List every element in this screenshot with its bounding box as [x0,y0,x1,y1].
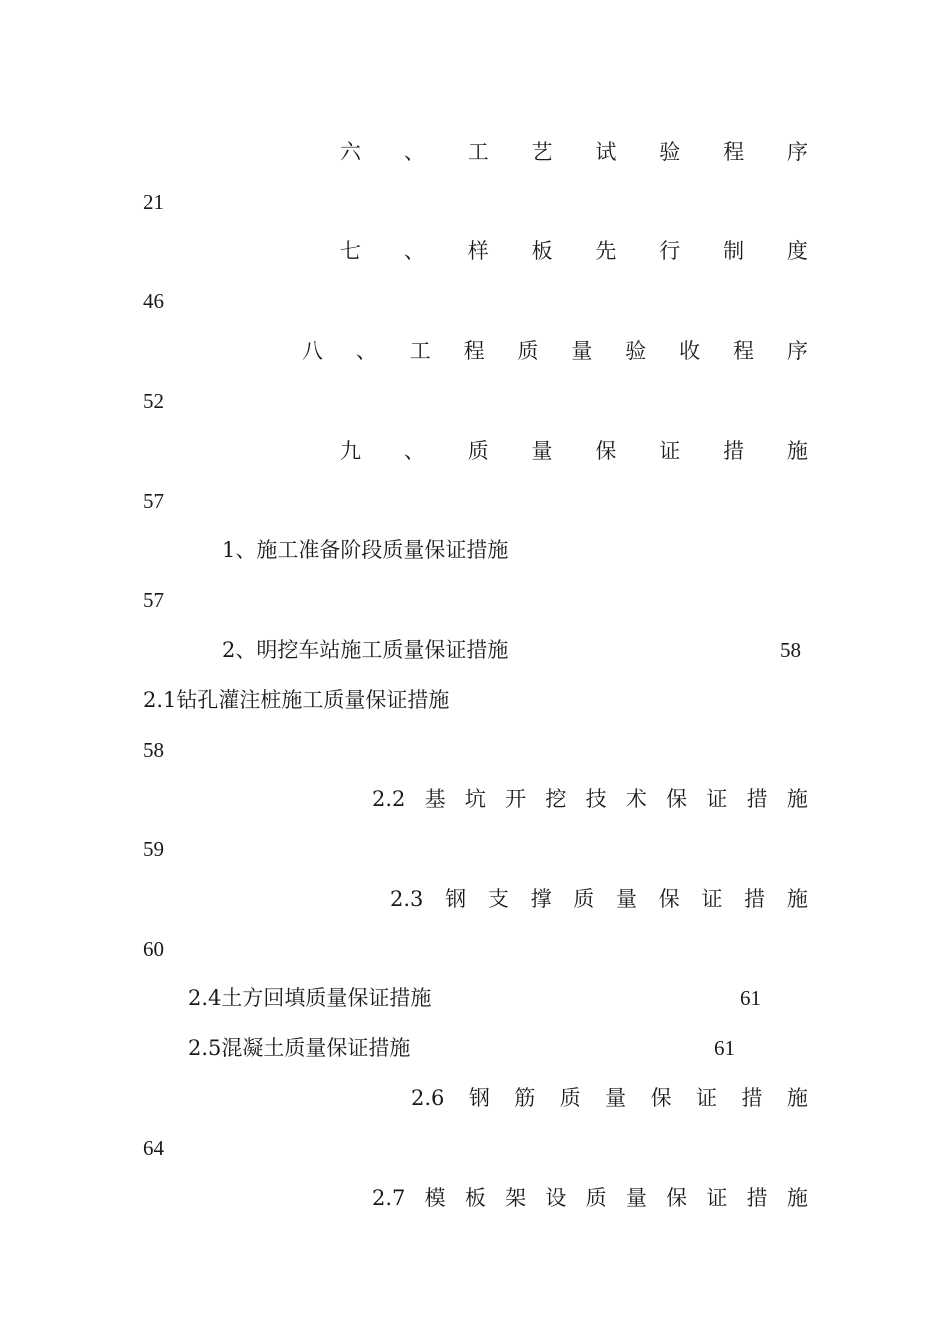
toc-entry-9-title: 九 、 质 量 保 证 措 施 [340,439,808,463]
toc-entry-9-1-page: 57 [143,588,164,612]
toc-entry-9-1-title: 1、施工准备阶段质量保证措施 [222,538,509,562]
toc-entry-2-2-page: 59 [143,837,164,861]
toc-entry-6-page: 21 [143,190,164,214]
toc-entry-2-5-title: 2.5混凝土质量保证措施 [188,1036,411,1060]
toc-entry-2-6-title: 2.6 钢 筋 质 量 保 证 措 施 [411,1086,808,1110]
toc-entry-8-page: 52 [143,389,164,413]
toc-entry-2-3-page: 60 [143,937,164,961]
toc-entry-6-title: 六 、 工 艺 试 验 程 序 [340,140,808,164]
toc-entry-9-2-page: 58 [780,638,801,662]
toc-entry-9-2-title: 2、明挖车站施工质量保证措施 [222,638,509,662]
toc-entry-2-4-page: 61 [740,986,761,1010]
toc-entry-2-1-page: 58 [143,738,164,762]
toc-entry-9-page: 57 [143,489,164,513]
toc-entry-2-3-title: 2.3 钢 支 撑 质 量 保 证 措 施 [390,887,808,911]
toc-entry-2-5-page: 61 [714,1036,735,1060]
toc-entry-2-7-title: 2.7 模 板 架 设 质 量 保 证 措 施 [372,1186,808,1210]
toc-entry-2-2-title: 2.2 基 坑 开 挖 技 术 保 证 措 施 [372,787,808,811]
toc-entry-7-title: 七 、 样 板 先 行 制 度 [340,239,808,263]
toc-entry-2-4-title: 2.4土方回填质量保证措施 [188,986,432,1010]
toc-entry-2-1-title: 2.1钻孔灌注桩施工质量保证措施 [143,688,450,712]
toc-entry-8-title: 八 、 工 程 质 量 验 收 程 序 [302,339,808,363]
toc-entry-7-page: 46 [143,289,164,313]
toc-entry-2-6-page: 64 [143,1136,164,1160]
